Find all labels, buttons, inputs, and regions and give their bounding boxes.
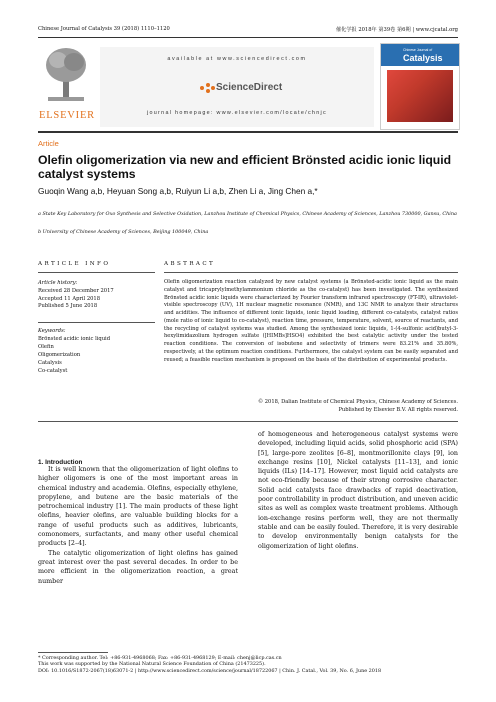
paragraph-1: It is well known that the oligomerization of light olefins to higher oligomers is one of the most important areas in chemical industry and academia. Olefins, especially ethylene, propylene, and butene are the basic materials of the petrochemical industry [1]. The main products of these light olefins, heavier olefins, are valuable building blocks for a range of useful products such as additives, lubricants, comonomers, surfactants, and many other useful chemical products [2–4]. xyxy=(38,466,238,548)
funding-note: This work was supported by the National Natural Science Foundation of China (21473225). xyxy=(38,661,266,668)
keyword-item: Olefin xyxy=(38,344,54,350)
footnote-rule xyxy=(38,652,108,653)
history-label: Article history: xyxy=(38,280,78,286)
copyright-notice xyxy=(164,399,458,415)
cover-subtitle: Chinese Journal of xyxy=(403,48,433,52)
abstract-text: Olefin oligomerization reaction catalyzed by new catalyst systems (a Brönsted-acidic ionic liquid as the main catalyst and tricaprylylmethylammonium chloride as the co-catalyst) has been investigated. The synthesized Brönsted acidic ionic liquids were characterized by Fourier transform infrared spectroscopy (FT-IR), ultraviolet-visible spectroscopy (UV), 1H nuclear magnetic resonance (NMR), and 13C NMR to analyze their structures and acidities. The influence of different ionic liquids, ionic liquid loading, different co-catalysts, catalyst ratios (mole ratio of ionic liquid to co-catalyst), reaction time, pressure, temperature, solvent, source of reactants, and the recycling of catalyst systems was studied. Among the synthesized ionic liquids, 1-(4-sulfonic acid)butyl-3-hexylimidazolium hydrogen sulfate ([HIMBs]HSO4) exhibited the best catalytic activity under the tested reaction conditions. The conversion of isobutene and selectivity of trimers were 83.21% and 35.80%, respectively, at the optimum reaction conditions. Furthermore, the catalyst system can be easily separated and reused; a feasible reaction mechanism is proposed on the basis of the distribution of experimental products. xyxy=(164,279,458,363)
keywords-label: Keywords: xyxy=(38,328,66,334)
abstract-rule xyxy=(164,272,458,273)
cover-title: Catalysis xyxy=(403,53,443,63)
available-online-link[interactable]: available at www.sciencedirect.com xyxy=(167,56,307,62)
journal-cover-image[interactable] xyxy=(380,43,460,130)
article-info-heading: ARTICLE INFO xyxy=(38,261,111,267)
copyright-line-2: Published by Elsevier B.V. All rights reserved. xyxy=(338,406,458,413)
copyright-line-1: © 2018, Dalian Institute of Chemical Physics, Chinese Academy of Sciences. xyxy=(258,399,458,405)
doi-line[interactable]: DOI: 10.1016/S1872-2067(18)63071-2 | http://www.sciencedirect.com/science/journal/18722067 | Chin. J. Catal., Vol. 39, No. 6, June 2018 xyxy=(38,667,382,674)
footnotes xyxy=(38,655,458,674)
masthead-rule xyxy=(38,131,458,133)
body-right-column: of homogeneous and heterogeneous catalyst systems were developed, including liquid acids, solid phosphoric acid (SPA) [5], large-pore zeolites [6–8], montmorillonite clays [9], ion exchange resins [10], Nickel catalysts [11–13], and ionic liquids (ILs) [14–17]. However, most liquid acid catalysts are not eco-friendly because of their strong corrosive character. Solid acid catalysts face drawbacks of rapid deactivation, poor controllability in product distribution, and uneven acidic sites as well as complex waste treatment problems. Although ion-exchange resins perform well, they are not thermally stable and can be easily fouled. Therefore, it is very desirable to develop environmentally benign catalysts for the oligomerization of light olefins. xyxy=(258,431,458,550)
article-type: Article xyxy=(38,139,59,148)
body-left-column xyxy=(38,465,238,586)
journal-citation: Chinese Journal of Catalysis 39 (2018) 1110–1120 xyxy=(38,26,170,32)
sciencedirect-wordmark: ScienceDirect xyxy=(216,82,283,93)
keywords-rule xyxy=(38,322,155,323)
article-history xyxy=(38,280,114,311)
publisher-logo-text: ELSEVIER xyxy=(39,110,95,121)
keyword-item: Brönsted acidic ionic liquid xyxy=(38,336,111,342)
paragraph-2: The catalytic oligomerization of light olefins has gained great interest over the past several decades. In order to be more efficient in the oligomerization reaction, a great number xyxy=(38,549,238,585)
affiliation-a: a State Key Laboratory for Oxo Synthesis and Selective Oxidation, Lanzhou Institute of Chemical Physics, Chinese Academy of Sciences, Lanzhou 730000, Gansu, China xyxy=(38,211,457,217)
article-title: Olefin oligomerization via new and efficient Brönsted acidic ionic liquid catalyst systems xyxy=(38,153,452,181)
info-rule xyxy=(38,272,155,273)
keyword-item: Oligomerization xyxy=(38,352,81,358)
section-heading-introduction: 1. Introduction xyxy=(38,459,83,466)
keyword-item: Co-catalyst xyxy=(38,368,68,374)
keyword-list xyxy=(38,327,110,375)
journal-homepage-link[interactable]: journal homepage: www.elsevier.com/locate/chnjc xyxy=(146,110,328,116)
accepted-date: Accepted 11 April 2018 xyxy=(38,295,101,302)
author-list[interactable]: Guoqin Wang a,b, Heyuan Song a,b, Ruiyun Li a,b, Zhen Li a, Jing Chen a,* xyxy=(38,186,318,196)
header-rule xyxy=(38,37,458,38)
abstract-heading: ABSTRACT xyxy=(164,261,216,267)
affiliation-b: b University of Chinese Academy of Sciences, Beijing 100049, China xyxy=(38,229,209,235)
journal-citation-chinese: 催化学报 2018年 第39卷 第6期 | www.cjcatal.org xyxy=(335,27,458,33)
published-date: Published 5 June 2018 xyxy=(38,303,98,310)
keyword-item: Catalysis xyxy=(38,360,62,366)
elsevier-tree-logo xyxy=(44,45,88,103)
received-date: Received 28 December 2017 xyxy=(38,287,114,294)
corresponding-author-note: * Corresponding author. Tel: +86-931-4968068; Fax: +86-931-4968129; E-mail: chenj@licp.cas.cn xyxy=(38,655,282,661)
abstract-bottom-rule xyxy=(38,421,458,422)
